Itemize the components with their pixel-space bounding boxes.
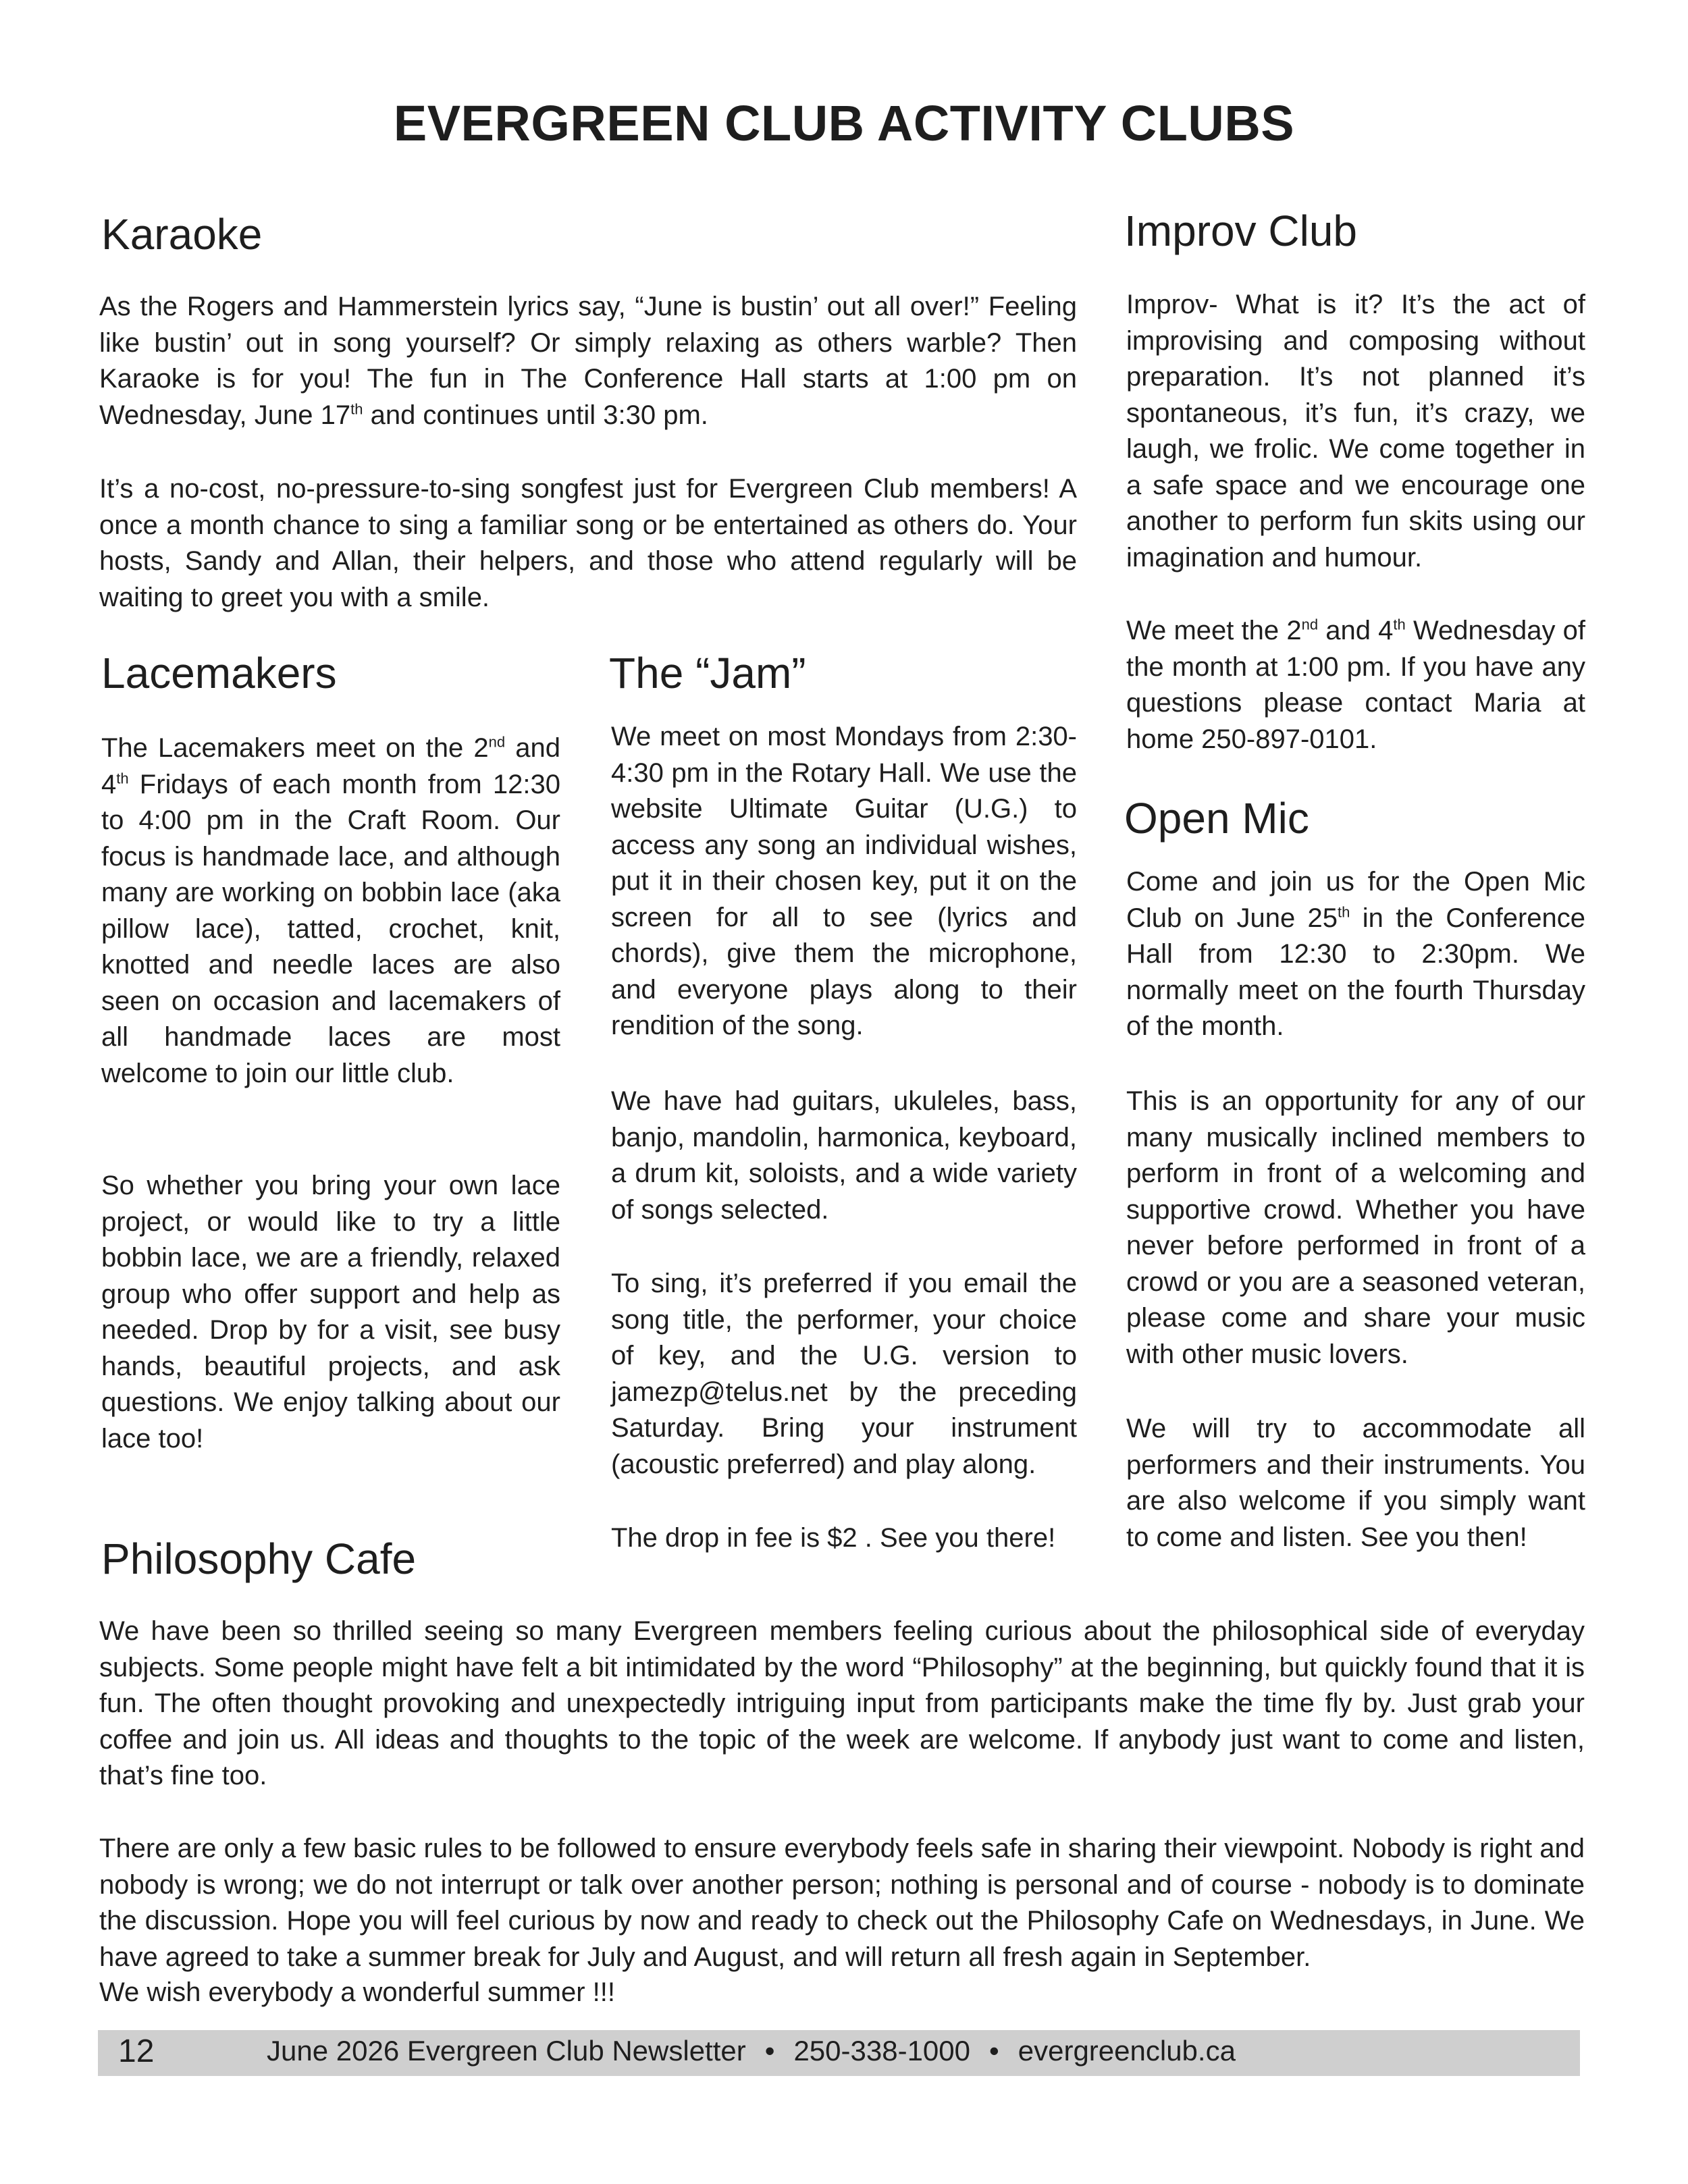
jam-paragraph-3: To sing, it’s preferred if you email the song title, the performer, your choice of key, and the U.G. version to jamezp@telus.net by the preceding Saturday. Bring your instrument (acoustic preferred) and play along. bbox=[611, 1269, 1077, 1479]
footer-phone: 250-338-1000 bbox=[793, 2035, 971, 2067]
improv-paragraph-1: Improv- What is it? It’s the act of improvising and composing without preparation. It’s not planned it’s spontaneous, it’s fun, it’s crazy, we laugh, we frolic. We come together in a safe space and we encourage one another to perform fun skits using our imagination and humour. bbox=[1126, 290, 1585, 572]
lacemakers-paragraph-1: The Lacemakers meet on the 2nd and 4th Fridays of each month from 12:30 to 4:00 pm in the Craft Room. Our focus is handmade lace, and although many are working on bobbin lace (aka pillow lace), tatted, crochet, knit, knotted and needle laces are also seen on occasion and lacemakers of all handmade laces are most welcome to join our little club. bbox=[101, 733, 560, 1088]
improv-heading: Improv Club bbox=[1124, 207, 1357, 255]
page-title: EVERGREEN CLUB ACTIVITY CLUBS bbox=[393, 95, 1295, 151]
improv-paragraph-2: We meet the 2nd and 4th Wednesday of the month at 1:00 pm. If you have any questions please contact Maria at home 250-897-0101. bbox=[1126, 616, 1585, 754]
jam-paragraph-1: We meet on most Mondays from 2:30-4:30 pm in the Rotary Hall. We use the website Ultimate Guitar (U.G.) to access any song an individual wishes, put it in their chosen key, put it on the screen for all to see (lyrics and chords), give them the microphone, and everyone plays along to their rendition of the song. bbox=[611, 722, 1077, 1040]
karaoke-heading: Karaoke bbox=[101, 210, 263, 259]
footer-separator: • bbox=[989, 2035, 999, 2067]
jam-paragraph-2: We have had guitars, ukuleles, bass, banjo, mandolin, harmonica, keyboard, a drum kit, soloists, and a wide variety of songs selected. bbox=[611, 1086, 1077, 1225]
open-mic-paragraph-3: We will try to accommodate all performers and their instruments. You are also welcome if you simply want to come and listen. See you then! bbox=[1126, 1414, 1585, 1552]
philosophy-paragraph-1: We have been so thrilled seeing so many Evergreen members feeling curious about the philosophical side of everyday subjects. Some people might have felt a bit intimidated by the word “Philosophy” at the beginning, but quickly found that it is fun. The often thought provoking and unexpectedly intriguing input from participants make the time fly by. Just grab your coffee and join us. All ideas and thoughts to the topic of the week are welcome. If anybody just want to come and listen, that’s fine too. bbox=[99, 1616, 1585, 1790]
open-mic-heading: Open Mic bbox=[1124, 794, 1309, 843]
philosophy-paragraph-2: There are only a few basic rules to be followed to ensure everybody feels safe in sharing their viewpoint. Nobody is right and nobody is wrong; we do not interrupt or talk over another person; nothing is personal and of course - nobody is to dominate the discussion. Hope you will feel curious by now and ready to check out the Philosophy Cafe on Wednesdays, in June. We have agreed to take a summer break for July and August, and will return all fresh again in September. bbox=[99, 1834, 1585, 1972]
philosophy-heading: Philosophy Cafe bbox=[101, 1535, 417, 1583]
karaoke-paragraph-2: It’s a no-cost, no-pressure-to-sing songfest just for Evergreen Club members! A once a month chance to sing a familiar song or be entertained as others do. Your hosts, Sandy and Allan, their helpers, and those who attend regularly will be waiting to greet you with a smile. bbox=[99, 474, 1077, 612]
jam-heading: The “Jam” bbox=[609, 649, 806, 697]
open-mic-paragraph-2: This is an opportunity for any of our many musically inclined members to perform in front of a welcoming and supportive crowd. Whether you have never before performed in front of a crowd or you are a seasoned veteran, please come and share your music with other music lovers. bbox=[1126, 1086, 1585, 1369]
lacemakers-heading: Lacemakers bbox=[101, 649, 337, 697]
philosophy-paragraph-3: We wish everybody a wonderful summer !!! bbox=[99, 1977, 616, 2007]
open-mic-paragraph-1: Come and join us for the Open Mic Club on June 25th in the Conference Hall from 12:30 to 2:30pm. We normally meet on the fourth Thursday of the month. bbox=[1126, 867, 1585, 1041]
footer-info bbox=[267, 2035, 1236, 2067]
footer-separator: • bbox=[764, 2035, 775, 2067]
lacemakers-paragraph-2: So whether you bring your own lace project, or would like to try a little bobbin lace, we are a friendly, relaxed group who offer support and help as needed. Drop by for a visit, see busy hands, beautiful projects, and ask questions. We enjoy talking about our lace too! bbox=[101, 1171, 560, 1454]
karaoke-paragraph-1: As the Rogers and Hammerstein lyrics say, “June is bustin’ out all over!” Feeling like bustin’ out in song yourself? Or simply relaxing as others warble? Then Karaoke is for you! The fun in The Conference Hall starts at 1:00 pm on Wednesday, June 17th and continues until 3:30 pm. bbox=[99, 292, 1077, 430]
footer-website[interactable]: evergreenclub.ca bbox=[1018, 2035, 1236, 2067]
page-number: 12 bbox=[118, 2033, 155, 2069]
jam-paragraph-4: The drop in fee is $2 . See you there! bbox=[611, 1523, 1056, 1553]
footer-newsletter: June 2026 Evergreen Club Newsletter bbox=[267, 2035, 746, 2067]
